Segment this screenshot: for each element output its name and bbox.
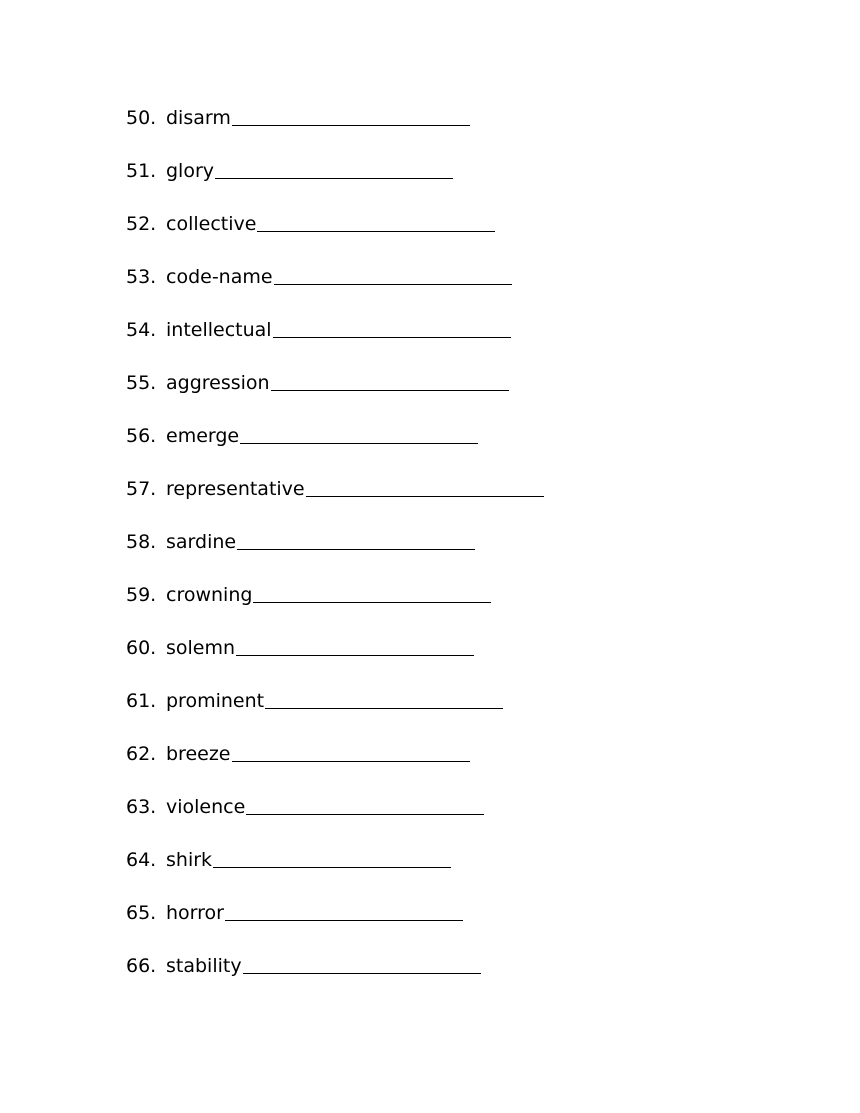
answer-blank[interactable]: [215, 157, 453, 179]
answer-blank[interactable]: [237, 528, 475, 550]
item-number: 64.: [126, 849, 157, 871]
item-number: 62.: [126, 743, 157, 765]
answer-blank[interactable]: [232, 740, 470, 762]
list-item: [126, 263, 544, 316]
answer-blank[interactable]: [225, 899, 463, 921]
item-number: 59.: [126, 584, 157, 606]
answer-blank[interactable]: [271, 369, 509, 391]
answer-blank[interactable]: [273, 316, 511, 338]
list-item: [126, 793, 544, 846]
item-number: 66.: [126, 955, 157, 977]
list-item: [126, 316, 544, 369]
answer-blank[interactable]: [257, 210, 495, 232]
item-number: 61.: [126, 690, 157, 712]
vocabulary-list: [126, 104, 544, 1005]
item-word: crowning: [166, 584, 253, 606]
item-number: 55.: [126, 372, 157, 394]
answer-blank[interactable]: [232, 104, 470, 126]
list-item: [126, 581, 544, 634]
item-word: horror: [166, 902, 224, 924]
item-word: glory: [166, 160, 215, 182]
answer-blank[interactable]: [236, 634, 474, 656]
list-item: [126, 528, 544, 581]
list-item: [126, 210, 544, 263]
item-number: 65.: [126, 902, 157, 924]
list-item: [126, 369, 544, 422]
list-item: [126, 475, 544, 528]
answer-blank[interactable]: [265, 687, 503, 709]
item-number: 57.: [126, 478, 157, 500]
answer-blank[interactable]: [213, 846, 451, 868]
list-item: [126, 422, 544, 475]
item-number: 56.: [126, 425, 157, 447]
answer-blank[interactable]: [240, 422, 478, 444]
item-word: code-name: [166, 266, 273, 288]
item-word: solemn: [166, 637, 236, 659]
item-word: violence: [166, 796, 246, 818]
item-number: 51.: [126, 160, 157, 182]
item-word: aggression: [166, 372, 270, 394]
list-item: [126, 157, 544, 210]
answer-blank[interactable]: [306, 475, 544, 497]
item-number: 50.: [126, 107, 157, 129]
answer-blank[interactable]: [246, 793, 484, 815]
item-word: intellectual: [166, 319, 272, 341]
answer-blank[interactable]: [274, 263, 512, 285]
item-word: collective: [166, 213, 257, 235]
list-item: [126, 740, 544, 793]
answer-blank[interactable]: [253, 581, 491, 603]
list-item: [126, 687, 544, 740]
list-item: [126, 846, 544, 899]
item-word: shirk: [166, 849, 213, 871]
item-number: 53.: [126, 266, 157, 288]
answer-blank[interactable]: [243, 952, 481, 974]
list-item: [126, 104, 544, 157]
list-item: [126, 899, 544, 952]
item-number: 58.: [126, 531, 157, 553]
item-word: stability: [166, 955, 242, 977]
item-word: emerge: [166, 425, 240, 447]
item-number: 60.: [126, 637, 157, 659]
item-number: 63.: [126, 796, 157, 818]
item-number: 52.: [126, 213, 157, 235]
item-word: prominent: [166, 690, 265, 712]
item-word: sardine: [166, 531, 237, 553]
list-item: [126, 952, 544, 1005]
item-word: disarm: [166, 107, 231, 129]
list-item: [126, 634, 544, 687]
item-number: 54.: [126, 319, 157, 341]
item-word: representative: [166, 478, 305, 500]
item-word: breeze: [166, 743, 231, 765]
